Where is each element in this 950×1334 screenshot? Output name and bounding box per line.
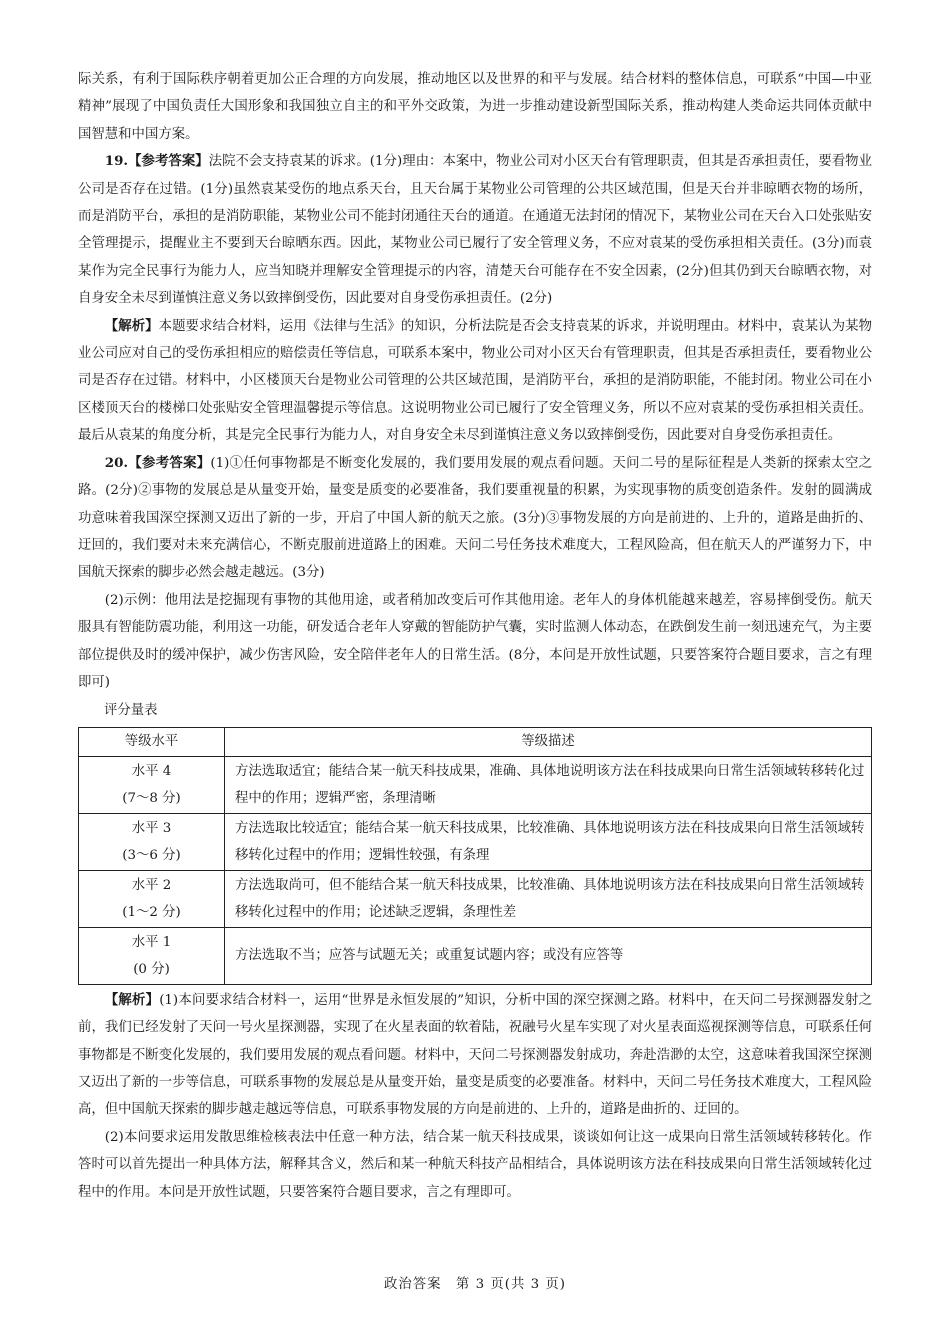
table-header-level: 等级水平 (79, 727, 225, 756)
q20-answer-part2: (2)示例：他用法是挖掘现有事物的其他用途，或者稍加改变后可作其他用途。老年人的身体机能越来越差，容易摔倒受伤。航天服具有智能防震功能，利用这一功能，研发适合老年人穿戴的智能防护气囊，实时监测人体动态，在跌倒发生前一刻迅速充气，为主要部位提供及时的缓冲保护，减少伤害风险，安全陪伴老年人的日常生活。(8分，本问是开放性试题，只要答案符合题目要求，言之有理即可) (78, 592, 872, 690)
q19-answer-text: 法院不会支持袁某的诉求。(1分)理由：本案中，物业公司对小区天台有管理职责，但其是否承担责任，要看物业公司是否存在过错。(1分)虽然袁某受伤的地点系天台，且天台属于某物业公司管理的公共区域范围，但是天台并非晾晒衣物的场所，而是消防平台，承担的是消防职能，某物业公司不能封闭通往天台的通道。在通道无法封闭的情况下，某物业公司在天台入口处张贴安全管理提示，提醒业主不要到天台晾晒东西。因此，某物业公司已履行了安全管理义务，不应对袁某的受伤承担相关责任。(3分)而袁某作为完全民事行为能力人，应当知晓并理解安全管理提示的内容，清楚天台可能存在不安全因素，(2分)但其仍到天台晾晒衣物，对自身安全未尽到谨慎注意义务以致摔倒受伤，因此要对自身受伤承担责任。(2分) (78, 154, 872, 307)
table-row (79, 927, 872, 984)
table-row (79, 813, 872, 870)
q20-analysis-part1 (78, 987, 872, 1124)
q19-analysis-label: 【解析】 (104, 317, 159, 334)
level-description: 方法选取适宜；能结合某一航天科技成果，准确、具体地说明该方法在科技成果向日常生活领域转移转化过程中的作用；逻辑严密，条理清晰 (225, 756, 872, 813)
intro-paragraph: 际关系，有利于国际秩序朝着更加公正合理的方向发展，推动地区以及世界的和平与发展。结合材料的整体信息，可联系“中国—中亚精神”展现了中国负责任大国形象和我国独立自主的和平外交政策，为进一步推动建设新型国际关系，推动构建人类命运共同体贡献中国智慧和中国方案。 (78, 72, 872, 142)
level-cell (79, 870, 225, 927)
level-cell (79, 813, 225, 870)
level-description: 方法选取尚可，但不能结合某一航天科技成果，比较准确、具体地说明该方法在科技成果向日常生活领域转移转化过程中的作用；论述缺乏逻辑，条理性差 (225, 870, 872, 927)
page-footer: 政治答案 第 3 页(共 3 页) (383, 1277, 567, 1292)
table-row (79, 756, 872, 813)
q20-analysis-part2: (2)本问要求运用发散思维检核表法中任意一种方法，结合某一航天科技成果，谈谈如何让这一成果向日常生活领域转移转化。作答时可以首先提出一种具体方法，解释其含义，然后和某一种航天科技产品相结合，具体说明该方法在科技成果向日常生活领域转化过程中的作用。本问是开放性试题，只要答案符合题目要求，言之有理即可。 (78, 1129, 872, 1200)
level-score: (7～8 分) (122, 790, 181, 806)
q19-analysis-text: 本题要求结合材料，运用《法律与生活》的知识，分析法院是否会支持袁某的诉求，并说明理由。材料中，袁某认为某物业公司应对自己的受伤承担相应的赔偿责任等信息，可联系本案中，物业公司对小区天台有管理职责，但其是否承担责任，要看物业公司是否存在过错。材料中，小区楼顶天台是物业公司管理的公共区域范围，是消防平台，承担的是消防职能，不能封闭。物业公司在小区楼顶天台的楼梯口处张贴安全管理温馨提示等信息。这说明物业公司已履行了安全管理义务，所以不应对袁某的受伤承担相关责任。最后从袁某的角度分析，其是完全民事行为能力人，对自身安全未尽到谨慎注意义务以致摔倒受伤，因此要对自身受伤承担责任。 (78, 318, 872, 444)
scale-title: 评分量表 (104, 703, 158, 719)
q20-number: 20. (104, 454, 129, 471)
level-score: (3～6 分) (122, 847, 181, 863)
table-header-desc: 等级描述 (225, 727, 872, 756)
level-cell (79, 756, 225, 813)
q20-answer-label: 【参考答案】 (128, 454, 211, 471)
level-description: 方法选取比较适宜；能结合某一航天科技成果，比较准确、具体地说明该方法在科技成果向日常生活领域转移转化过程中的作用；逻辑性较强，有条理 (225, 813, 872, 870)
level-score: (1～2 分) (122, 904, 181, 920)
level-cell (79, 927, 225, 984)
table-row (79, 870, 872, 927)
q19-answer (78, 148, 872, 312)
q20-answer1-text: (1)①任何事物都是不断变化发展的，我们要用发展的观点看问题。天问二号的星际征程是人类新的探索太空之路。(2分)②事物的发展总是从量变开始，量变是质变的必要准备，我们要重视量的积累，为实现事物的质变创造条件。发射的圆满成功意味着我国深空探测又迈出了新的一步，开启了中国人新的航天之旅。(3分)③事物发展的方向是前进的、上升的，道路是曲折的、迂回的，我们要对未来充满信心，不断克服前进道路上的困难。天问二号任务技术难度大，工程风险高，但在航天人的严谨努力下，中国航天探索的脚步必然会越走越远。(3分) (78, 455, 873, 581)
q19-number: 19. (104, 153, 129, 170)
level-name: 水平 2 (131, 877, 172, 893)
level-name: 水平 3 (131, 820, 172, 836)
q20-answer-part1 (78, 450, 872, 587)
q20-analysis1-text: (1)本问要求结合材料一，运用“世界是永恒发展的”知识，分析中国的深空探测之路。材料中，在天问二号探测器发射之前，我们已经发射了天问一号火星探测器，实现了在火星表面的软着陆，祝融号火星车实现了对火星表面巡视探测等信息，可联系任何事物都是不断变化发展的，我们要用发展的观点看问题。材料中，天问二号探测器发射成功，奔赴浩渺的太空，这意味着我国深空探测又迈出了新的一步等信息，可联系事物的发展总是从量变开始，量变是质变的必要准备。材料中，天问二号任务技术难度大，工程风险高，但中国航天探索的脚步越走越远等信息，可联系事物发展的方向是前进的、上升的，道路是曲折的、迂回的。 (78, 992, 873, 1118)
level-name: 水平 4 (131, 763, 172, 779)
level-score: (0 分) (133, 961, 170, 977)
level-description: 方法选取不当；应答与试题无关；或重复试题内容；或没有应答等 (225, 927, 872, 984)
q19-answer-label: 【参考答案】 (128, 153, 209, 170)
q19-analysis (78, 313, 872, 450)
document-body (78, 66, 872, 1206)
level-name: 水平 1 (131, 934, 172, 950)
q20-analysis-label: 【解析】 (104, 991, 160, 1008)
grading-table (78, 727, 872, 985)
table-header-row (79, 727, 872, 756)
